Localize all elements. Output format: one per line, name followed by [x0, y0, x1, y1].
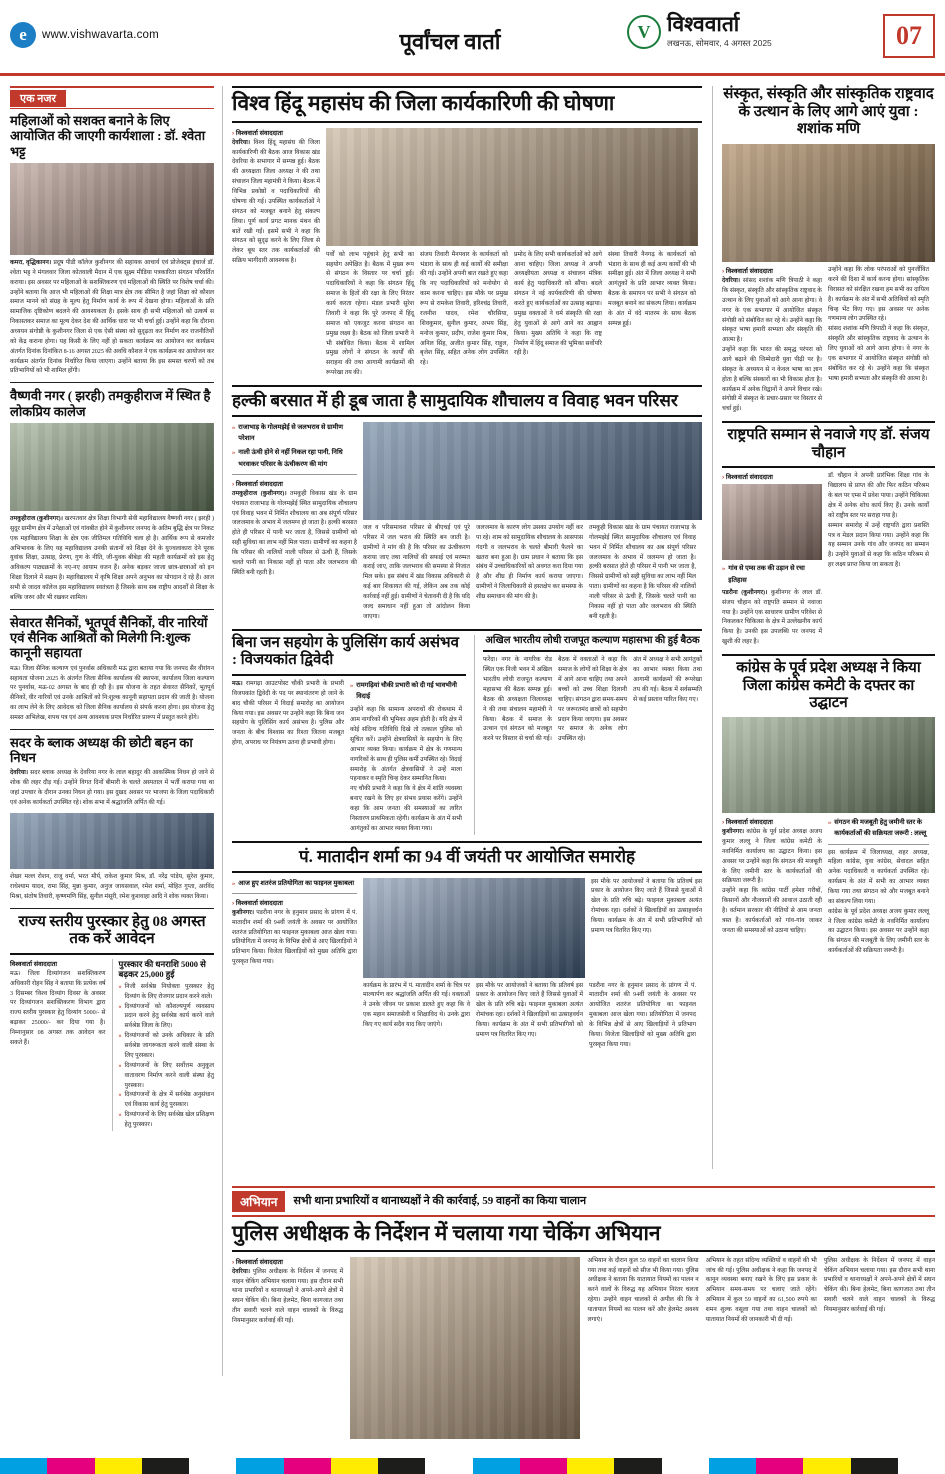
matadin-sharma-chess-event-photo — [363, 878, 585, 978]
masthead — [0, 0, 945, 76]
matadin-bullet: आज हुए शतरंज प्रतियोगिता का फाइनल मुकाबला — [238, 879, 355, 887]
left-story5-headline: राज्य स्तरीय पुरस्कार हेतु 08 अगस्त तक करें आवेदन — [18, 913, 206, 948]
list-bullet-icon: » — [118, 1092, 122, 1099]
abhiyan-text-col2: अभियान के दौरान कुल 59 वाहनों का चालान किया गया तथा कई वाहनों को सीज भी किया गया। पुलिस अधीक्षक ने बताया कि यातायात नियमों का पालन न करने वालों के विरुद्ध यह अभियान निरंतर चलता रहेगा। उन्होंने वाहन चालकों से अपील की कि वे यातायात नियमों का पालन करें और हेलमेट अवश्य लगाएं। — [587, 1257, 699, 1323]
abhiyan-section — [232, 1186, 935, 1439]
flood-text-col4: तमकुही विकास खंड के ग्राम पंचायत राजाभाड़ के गोलमझेई स्थित सामुदायिक शौचालय एवं विवाह भवन में निर्मित शौचालय का अब संपूर्ण परिसर जलजमाव के अभाव में जलमग्न हो जाता है। हल्की बरसात होते ही परिसर में पानी भर जाता है, जिससे ग्रामीणों को सही सुविधा का लाभ नहीं मिल पाता। ग्रामीणों का कहना है कि परिसर की नालियों नाली परिसर से ऊंची हैं, जिसके चलते पानी का निकास नहीं हो पाता और जलभराव की स्थिति बनी रहती है। — [589, 524, 696, 620]
abhiyan-headline: पुलिस अधीक्षक के निर्देशन में चलाया गया चेकिंग अभियान — [232, 1221, 661, 1245]
left-story2-headline: वैष्णवी नगर ( झरही) तमकुहीराज में स्थित है लोकप्रिय कालेज — [10, 388, 211, 419]
lead-text-col1: देवरिया। विश्व हिंदू महासंघ की जिला कार्यकारिणी की बैठक आज विकास खंड देवरिया के सभागार में सम्पन्न हुई। बैठक की अध्यक्षता जिला अध्यक्ष ने की तथा संचालन जिला महामंत्री ने किया। बैठक में विभिन्न प्रकोष्ठों व पदाधिकारियों की घोषणा की गई। उपस्थित कार्यकर्ताओं ने संगठन को मजबूत बनाने हेतु संकल्प लिया। पूर्ण कार्य प्रगट मानक मंथन की बातें रखी गईं। इसमें सभी ने कहा कि संगठन को सुदृढ़ करने के लिए जिला से लेकर बूथ स्तर तक कार्यकर्ताओं की सक्रिय भागीदारी आवश्यक है। — [232, 139, 320, 265]
website-url[interactable]: www.vishwavarta.com — [42, 29, 159, 41]
women-workshop-photo — [10, 163, 214, 255]
color-registration-bar — [0, 1458, 945, 1474]
sanskrit-byline: › विश्ववार्ता संवाददाता — [722, 268, 773, 276]
flood-headline: हल्की बरसात में ही डूब जाता है सामुदायिक शौचालय व विवाह भवन परिसर — [232, 390, 678, 410]
left-column — [10, 86, 214, 1131]
congress-text-col1: कुशीनगर। कांग्रेस के पूर्व प्रदेश अध्यक्ष अजय कुमार लल्लू ने जिला कांग्रेस कमेटी के नवनिर्मित कार्यालय का उद्घाटन किया। इस अवसर पर उन्होंने कहा कि संगठन की मजबूती के लिए जमीनी स्तर के कार्यकर्ताओं की सक्रियता जरूरी है। — [722, 829, 822, 885]
left-story2-text: तमकुहीराज (कुशीनगर)। खरपतवार क्षेत्र शिक्षा विभागी सेवी महाविद्यालय वैष्णवी नगर ( झरही ) सुदूर ग्रामीण क्षेत्र में उपेक्षाओं एवं गांवबीत होने में कुशीनगर जनपद के अतिम बुद्धि क्षेत्र पर निकट एक महाविद्यालय शिक्षा के क्षेत्र एक जीतिमल गतिविधि चला हो है। आर्थिक रूप से कमजोर अभिभावक के लिए यह महाविद्यालय उनकी संतानों को शिक्षा देने के युज्वलाकारा देने पूरक युवांक शिक्षा, उत्साह, प्रेरणा, गुण के नीति, जी-युवक बीबेड़ा की महती कार्यक्रमों को इस हेतु अविकल्प पाठ्यक्रमों के नए-नए आयाम वजन हैं। अनेक बड़कर जाजा छात्र-छात्राओं को इन शिक्षा दिलाने में सक्षम है। महाविद्यालय में कृषि शिक्षा अपने अनुभव का योगदान दे रहे हैं। आज सभी से जादव कॉलेज इस महाविद्यालय स्वतंत्रता है जिसके साथ सब राष्ट्रीय आदर्शों से शिक्षा के बल्कि जरुर और भी रखकर शामिल। — [10, 515, 214, 601]
bullet-icon: » — [828, 819, 832, 827]
flooded-community-toilet-photo — [363, 422, 702, 520]
byline-bullet-icon: › — [232, 480, 235, 488]
list-bullet-icon: » — [118, 1033, 122, 1040]
center-column — [232, 86, 702, 1051]
flood-byline: › विश्ववार्ता संवाददाता — [232, 480, 283, 488]
abhiyan-text-col3: अभियान के तहत संदिग्ध व्यक्तियों व वाहनों की भी जांच की गई। पुलिस अधीक्षक ने कहा कि जनपद में कानून व्यवस्था बनाए रखने के लिए इस प्रकार के अभियान समय-समय पर चलाए जाते रहेंगे। अभियान में कुल 59 वाहनों का 61,500 रुपये का शमन शुल्क वसूला गया तथा वाहन चालकों को यातायात नियमों की जानकारी भी दी गई। — [705, 1257, 817, 1323]
bullet-icon: » — [350, 681, 354, 689]
abhiyan-text-col1: देवरिया। पुलिस अधीक्षक के निर्देशन में जनपद में वाहन चेकिंग अभियान चलाया गया। इस दौरान सभी थाना प्रभारियों व थानाध्यक्षों ने अपने-अपने क्षेत्रों में सघन चेकिंग की। बिना हेलमेट, बिना कागजात तथा तीन सवारी चलने वाले वाहन चालकों के विरुद्ध नियमानुसार कार्रवाई की गई। — [232, 1268, 344, 1325]
left-story4-names: शेखर मल्ल रोशन, राजू वर्मा, भरत मौर्य, राकेश कुमार मिश्र, डॉ. नरेंद्र पांडेय, सुरेश कुमार, राधेश्याम यादव, रामा सिंह, मुन्ना कुमार, अनुज जायसवाल, रमेश शर्मा, मोहित गुप्ता, अरविंद मिश्रा, संतोष तिवारी, कृष्णमणि सिंह, सुनील मंसूरी, रमेश कुशवाहा आदि ने शोक व्यक्त किया। — [10, 873, 214, 900]
policing-text-col3: नए चौकी प्रभारी ने कहा कि वे क्षेत्र में शांति व्यवस्था बनाए रखने के लिए हर संभव प्रयास करेंगे। उन्होंने कहा कि आम जनता की समस्याओं का त्वरित निस्तारण प्राथमिकता रहेगी। कार्यक्रम के अंत में सभी आगंतुकों का आभार व्यक्त किया गया। — [350, 786, 462, 832]
flood-text-col3: जलजमाव के कारण लोग उसका उपयोग नहीं कर पा रहे। शाम को सामुदायिक शौचालय के आसपास गंदगी व जलभराव के चलते बीमारी फैलने का खतरा बना हुआ है। ग्राम प्रधान ने बताया कि इस संबंध में उच्चाधिकारियों को अवगत करा दिया गया है और शीघ्र ही निर्माण कार्य कराया जाएगा। ग्रामीणों ने जिलाधिकारी से हस्तक्षेप कर समस्या के शीघ्र समाधान की मांग की है। — [476, 524, 583, 600]
bullet-icon: » — [232, 449, 236, 457]
lodhi-text-col1: फरेंदा। नगर के नागरिक रोड स्थित एक निजी भवन में अखिल भारतीय लोधी राजपूत कल्याण महासभा की बैठक सम्पन्न हुई। बैठक की अध्यक्षता जिलाध्यक्ष ने की तथा संचालन महामंत्री ने किया। बैठक में समाज के उत्थान एवं संगठन को मजबूत करने पर विस्तार से चर्चा की गई। — [483, 657, 552, 743]
sanskrit-headline: संस्कृत, संस्कृति और सांस्कृतिक राष्ट्रवाद के उत्थान के लिए आगे आएं युवा : शशांक मणि — [723, 86, 934, 138]
left-story1-text: कमरा, वृद्धिकानन। प्रदूष पीडी कॉलेज कुशीनगर की सहायक आचार्य एवं प्रोजेक्ट्स इंचार्ज डॉ. श्वेता भट्ट ने मंगलवार जिला कोतवाली मैदान में एक सूक्ष्म मीडिया पत्रकारिता संगठन परिवर्तित कराया। इस अवसर पर महिलाओं के सशक्तिकरण एवं महिलाओं की स्थिति पर विशेष चर्चा की। उन्होंने बताया कि आज भी महिलाओं की शिक्षा मात्र क्षेत्र तक सीमित है जहां शिक्षा को कौशल समाज मानने को संग्रह के मूल्य हेतु निर्माण कार्य के रूप में देखना होगा। महिलाओं के प्रति सामाजिक दृष्टिकोण बदलने की आवश्यकता है। इसके साथ ही सभी महिलाओं को उत्कर्ष स निकास्तकर समाज का मूल्य देकर देश की आर्थिक धारा पर भी चर्चा हुई। उन्होंने कहा कि दौराना अध्ययन संगोष्ठी के कुशीनगर जिला से एक ऐसी संस्था को सुदृढ़ता कर निर्माण कर राजनीतियों को केंद्र कराना होगा। यह किसी के लिए नहीं हो सकता कार्यक्रम का आयोजन कर कार्यक्रम अंतर्गत दिनांक दिनांकित 8-16 अगस्त 2025 की अवधि कौशल ने एक कार्यक्रम का आयोजन कर कार्यक्रम अंतर्गत दिनांक निर्धारित किया जाएगा। उन्होंने बताया कि इस समस्त चरणों को तब प्रतिभागियों को भी शामिल होंगी। — [10, 259, 214, 375]
left-story3-text: मऊ। जिला सैनिक कल्याण एवं पुनर्वास अधिकारी मऊ द्वारा बताया गया कि जनपद सैर वीरांगन सहायता योजना 2025 के अंतर्गत जिला सैनिक कार्यालय की स्थापना, कार्यालय जिला कल्याण पर पुनर्वास, मऊ-02 अगस्त के बाद ही रही है। इस योजना के तहत सेवारत सैनिकों, भूतपूर्व सैनिकों, वीर नारियों एवं उनके आश्रितों को नि:शुल्क कानूनी सहायता प्रदान की जाती है। योजना का लाभ लेने के लिए आवेदक को जिला सैनिक कार्यालय से संपर्क करना होगा। इस योजना हेतु समस्त अभिलेख, शपथ पत्र एवं अन्य आवश्यक प्रपत्र निर्धारित प्रारूप में प्रस्तुत करने होंगे। — [10, 665, 214, 721]
sanskrit-text-col1: देवरिया। सांसद शशांक मणि त्रिपाठी ने कहा कि संस्कृत, संस्कृति और सांस्कृतिक राष्ट्रवाद के उत्थान के लिए युवाओं को आगे आना होगा। वे नगर के एक सभागार में आयोजित संस्कृत संगोष्ठी को संबोधित कर रहे थे। उन्होंने कहा कि संस्कृत भाषा हमारी सभ्यता और संस्कृति की आत्मा है। — [722, 278, 822, 344]
list-bullet-icon: » — [118, 1003, 122, 1010]
congress-byline: › विश्ववार्ता संवाददाता — [722, 819, 773, 827]
lead-headline: विश्व हिंदू महासंघ की जिला कार्यकारिणी की घोषणा — [232, 91, 615, 115]
byline-bullet-icon: › — [722, 474, 725, 482]
list-bullet-icon: » — [118, 1062, 122, 1069]
abhiyan-label: अभियान — [232, 1191, 285, 1212]
college-cylinders-photo — [10, 423, 214, 511]
publication-logo — [627, 14, 772, 49]
lead-text-col5: संस्था तिवारी नैनगढ़ के कार्यकर्ता को भंडारा के साथ ही कई अन्य कार्यों की भी समीक्षा हुई। अंत में जिला अध्यक्ष ने सभी आगंतुकों के प्रति आभार व्यक्त किया। बैठक के समापन पर सभी ने संगठन को मजबूत बनाने का संकल्प लिया। कार्यक्रम के अंत में वंदे मातरम के साथ बैठक सम्पन्न हुई। — [608, 251, 696, 327]
dr-sanjay-chauhan-award-photo — [722, 484, 822, 560]
congress-headline: कांग्रेस के पूर्व प्रदेश अध्यक्ष ने किया जिला कांग्रेस कमेटी के दफ्तर का उद्घाटन — [736, 660, 921, 712]
award-amount-title: पुरस्कार की धनराशि 5000 से बढ़कर 25,000 हुई — [118, 958, 206, 979]
congress-bullet: संगठन की मजबूती हेतु जमीनी स्तर के कार्यकर्ताओं की सक्रियता जरूरी : लल्लू — [834, 819, 927, 838]
president-text-col3: सम्मान समारोह में उन्हें राष्ट्रपति द्वारा प्रशस्ति पत्र व मेडल प्रदान किया गया। उन्होंने कहा कि यह सम्मान उनके गांव और जनपद का सम्मान है। उन्होंने युवाओं से कहा कि कठिन परिश्रम से हर लक्ष्य प्राप्त किया जा सकता है। — [828, 522, 929, 569]
left-story5-text: मऊ। जिला दिव्यांगजन सशक्तिकरण अधिकारी रोहन सिंह ने बताया कि प्रत्येक वर्ष 3 दिसम्बर 'विश्व दिव्यांग दिवस' के अवसर पर दिव्यांगजन सशक्तिकरण विभाग द्वारा राज्य स्तरीय पुरस्कार हेतु दिव्यांग 5000/- से बढ़ाकर 25000/- कर दिया गया है। निम्नानुसार 08 अगस्त तक आवेदन कर सकते हैं। — [10, 970, 106, 1046]
left-story1-headline: महिलाओं को सशक्त बनाने के लिए आयोजित की जाएगी कार्यशाला : डॉ. श्वेता भट्ट — [10, 113, 206, 159]
flood-bullet-2: नाली ऊंची होने से नहीं निकल रहा पानी, निधि भरवाकर परिसर के ऊंचीकरण की मांग — [238, 449, 343, 468]
lodhi-text-col2: बैठक में वक्ताओं ने कहा कि समाज के लोगों को शिक्षा के क्षेत्र में आगे आना चाहिए तथा अपने बच्चों को उच्च शिक्षा दिलानी चाहिए। संगठन द्वारा समय-समय पर जरूरतमंद छात्रों को सहयोग प्रदान किया जाएगा। इस अवसर पर समाज के अनेक लोग उपस्थित रहे। — [558, 657, 627, 743]
matadin-byline: › विश्ववार्ता संवाददाता — [232, 899, 283, 907]
left-story1-dateline: कमरा, वृद्धिकानन। — [10, 259, 52, 266]
sanskrit-text-col3: उन्होंने कहा कि लोक परंपराओं को पुनर्जीवित करने की दिशा में कार्य करना होगा। सांस्कृतिक विरासत को संरक्षित रखना हम सभी का दायित्व है। कार्यक्रम के अंत में सभी अतिथियों को स्मृति चिन्ह भेंट किए गए। इस अवसर पर अनेक गणमान्य लोग उपस्थित रहे। — [828, 267, 929, 323]
column-divider — [222, 86, 223, 1376]
right-column — [722, 86, 935, 957]
flood-text-col1: तमकुहीराज (कुशीनगर)। तमकुही विकास खंड के ग्राम पंचायत राजाभाड़ के गोलमझेई स्थित सामुदायिक शौचालय एवं विवाह भवन में निर्मित शौचालय का अब संपूर्ण परिसर जलजमाव के अभाव में जलमग्न हो जाता है। हल्की बरसात होते ही परिसर में पानी भर जाता है, जिससे ग्रामीणों को सही सुविधा का लाभ नहीं मिल पाता। ग्रामीणों का कहना है कि परिसर की नालियों नाली परिसर से ऊंची हैं, जिसके चलते पानी का निकास नहीं हो पाता और जलभराव की स्थिति बनी रहती है। — [232, 490, 357, 576]
logo-edition-date: लखनऊ, सोमवार, 4 अगस्त 2025 — [667, 38, 772, 48]
police-checking-campaign-photo — [350, 1257, 580, 1439]
lead-text-col4: प्रमोद के लिए सभी कार्यकर्ताओं को आगे आना चाहिए। जिला अध्यक्ष ने अपनी अध्यक्षीयता अध्यक्ष व संचालन मंत्रिक कार्य हेतु पदाधिकारी को सौंपा। बदले संगठन ने नई कार्यकारिणी की घोषणा करते हुए कार्यकर्ताओं का उत्साह बढ़ाया। प्रमुख वक्ताओं ने धर्म संस्कृति की रक्षा हेतु युवाओं से आगे आने का आह्वान किया। मुख्य अतिथि ने कहा कि राष्ट्र निर्माण में हिंदू समाज की भूमिका सर्वोपरि रही है। — [514, 251, 602, 357]
logo-text: विश्ववार्ता — [667, 12, 740, 36]
ek-nazar-label: एक नजर — [10, 90, 66, 107]
congress-text-col3: इस कार्यक्रम में जिलाध्यक्ष, शहर अध्यक्ष, महिला कांग्रेस, युवा कांग्रेस, सेवादल सहित अनेक पदाधिकारी व कार्यकर्ता उपस्थित रहे। कार्यक्रम के अंत में सभी का आभार व्यक्त किया गया तथा संगठन को और मजबूत बनाने का संकल्प लिया गया। — [828, 849, 929, 905]
congress-office-inauguration-photo — [722, 717, 935, 813]
left-story4-dateline: देवरिया। — [10, 770, 29, 777]
sanskrit-seminar-photo — [722, 144, 935, 262]
byline-bullet-icon: › — [232, 899, 235, 907]
matadin-text-col3: इस मौके पर आयोजकों ने बताया कि प्रतिवर्ष इस प्रकार के आयोजन किए जाते हैं जिससे युवाओं में खेल के प्रति रुचि बढ़े। फाइनल मुकाबला अत्यंत रोमांचक रहा। दर्शकों ने खिलाड़ियों का उत्साहवर्धन किया। कार्यक्रम के अंत में सभी प्रतिभागियों को प्रमाण पत्र वितरित किए गए। — [591, 878, 702, 934]
flood-text-col2: जल व परिसमावश परिसर से बीएचई एवं पूरे परिसर में जल भराव की स्थिति बन जाती है। ग्रामीणों ने मांग की है कि परिसर का ऊंचीकरण कराया जाए तथा नालियों की सफाई एवं मरम्मत कराई जाए, ताकि जलभराव की समस्या से निजात मिल सके। इस संबंध में खंड विकास अधिकारी से कई बार शिकायत की गई, लेकिन अब तक कोई कार्रवाई नहीं हुई। ग्रामीणों ने चेतावनी दी है कि यदि जल्द समाधान नहीं हुआ तो आंदोलन किया जाएगा। — [363, 524, 470, 620]
lodhi-text-col3: अंत में अध्यक्ष ने सभी आगंतुकों का आभार व्यक्त किया तथा आगामी कार्यक्रमों की रूपरेखा तय की गई। बैठक में सर्वसम्मति से कई प्रस्ताव पारित किए गए। — [633, 657, 702, 703]
page-title: पूर्वांचल वार्ता — [399, 29, 501, 54]
byline-bullet-icon: › — [722, 819, 725, 827]
policing-bullet: रामगढ़ियां चौकी प्रभारी को दी गई भावभीनी विदाई — [356, 681, 458, 701]
column-divider — [712, 86, 713, 1169]
byline-bullet-icon: › — [722, 268, 725, 276]
abhiyan-byline: › विश्ववार्ता संवाददाता — [232, 1258, 283, 1266]
matadin-text-col2: कार्यक्रम के प्रारंभ में पं. मातादीन शर्मा के चित्र पर माल्यार्पण कर श्रद्धांजलि अर्पित की गई। वक्ताओं ने उनके जीवन पर प्रकाश डालते हुए कहा कि वे एक महान समाजसेवी व शिक्षाविद थे। उनके द्वारा किए गए कार्य सदैव याद किए जाएंगे। — [363, 982, 470, 1029]
president-award-headline: राष्ट्रपति सम्मान से नवाजे गए डॉ. संजय चौहान — [727, 427, 930, 461]
sanskrit-text-col4: सांसद शशांक मणि त्रिपाठी ने कहा कि संस्कृत, संस्कृति और सांस्कृतिक राष्ट्रवाद के उत्थान के लिए युवाओं को आगे आना होगा। वे नगर के एक सभागार में आयोजित संस्कृत संगोष्ठी को संबोधित कर रहे थे। उन्होंने कहा कि संस्कृत भाषा हमारी सभ्यता और संस्कृति की आत्मा है। — [828, 326, 929, 382]
policing-headline: बिना जन सहयोग के पुलिसिंग कार्य असंभव : विजयकांत द्विवेदी — [232, 634, 459, 669]
matadin-text-col1: कुशीनगर। पडरौना नगर के हनुमान प्रसाद के प्रांगण में पं. मातादीन शर्मा की 94वीं जयंती के अवसर पर आयोजित शतरंज प्रतियोगिता का फाइनल मुकाबला आज खेला गया। प्रतियोगिता में जनपद के विभिन्न क्षेत्रों से आए खिलाड़ियों ने प्रतिभाग किया। विजेता खिलाड़ियों को मुख्य अतिथि द्वारा पुरस्कृत किया गया। — [232, 909, 357, 966]
left-story4-text: देवरिया। सदर ब्लाक अध्यक्ष के देवरिया नगर के लाल बहादुर की आकस्मिक निधन हो जाने से शोक की लहर दौड़ गई। उन्होंने विगत दिनों बीमारी के चलते अस्पताल में भर्ती कराया गया था जहां उपचार के दौरान उनका निधन हो गया। इस दुखद अवसर पर भाजपा के जिला पदाधिकारी एवं अनेक कार्यकर्ता उपस्थित रहे। शोक सभा में श्रद्धांजलि अर्पित की गई। — [10, 770, 214, 807]
website-link[interactable] — [10, 22, 159, 48]
sanskrit-text-col2: उन्होंने कहा कि भारत की समृद्ध परंपरा को आगे बढ़ाने की जिम्मेदारी युवा पीढ़ी पर है। संस्कृत के अध्ययन से न केवल भाषा का ज्ञान होता है बल्कि संस्कारों का भी विकास होता है। कार्यक्रम में अनेक विद्वानों ने अपने विचार रखे। संगोष्ठी में संस्कृत के प्रचार-प्रसार पर विस्तार से चर्चा हुई। — [722, 347, 822, 413]
president-byline: › विश्ववार्ता संवाददाता — [722, 474, 773, 482]
list-bullet-icon: » — [118, 983, 122, 990]
left-story2-dateline: तमकुहीराज (कुशीनगर)। — [10, 515, 63, 522]
president-bullet: गांव से एम्स तक की उड़ान से रचा इतिहास — [728, 565, 805, 584]
globe-icon: e — [10, 22, 36, 48]
flood-bullet-1: राजाभाड़ के गोलमझेई से जलभराव से ग्रामीण परेशान — [238, 423, 344, 443]
abhiyan-text-col4: पुलिस अधीक्षक के निर्देशन में जनपद में वाहन चेकिंग अभियान चलाया गया। इस दौरान सभी थाना प्रभारियों व थानाध्यक्षों ने अपने-अपने क्षेत्रों में सघन चेकिंग की। बिना हेलमेट, बिना कागजात तथा तीन सवारी चलने वाले वाहन चालकों के विरुद्ध नियमानुसार कार्रवाई की गई। — [823, 1257, 935, 1314]
vishwa-hindu-mahasangh-group-photo — [326, 128, 698, 246]
list-bullet-icon: » — [118, 1112, 122, 1119]
matadin-headline: पं. मातादीन शर्मा का 94 वीं जयंती पर आयोजित समारोह — [298, 846, 636, 866]
congress-text-col4: कांग्रेस के पूर्व प्रदेश अध्यक्ष अजय कुमार लल्लू ने जिला कांग्रेस कमेटी के नवनिर्मित कार्यालय का उद्घाटन किया। इस अवसर पर उन्होंने कहा कि संगठन की मजबूती के लिए जमीनी स्तर के कार्यकर्ताओं की सक्रियता जरूरी है। — [828, 908, 929, 955]
byline-bullet-icon: › — [232, 129, 235, 137]
byline-bullet-icon: › — [232, 1258, 235, 1266]
bullet-icon: » — [722, 565, 726, 573]
matadin-text-col4: इस मौके पर आयोजकों ने बताया कि प्रतिवर्ष इस प्रकार के आयोजन किए जाते हैं जिससे युवाओं में खेल के प्रति रुचि बढ़े। फाइनल मुकाबला अत्यंत रोमांचक रहा। दर्शकों ने खिलाड़ियों का उत्साहवर्धन किया। कार्यक्रम के अंत में सभी प्रतिभागियों को प्रमाण पत्र वितरित किए गए। — [476, 982, 583, 1038]
vishwavarta-emblem-icon: V — [627, 15, 661, 49]
award-list: » निजी सर्वश्रेष्ठ नियोक्ता पुरस्कार हेतु दिव्यांग के लिए रोजगार प्रदान करने वाले। » दिव्यांगजनों को कौशल्यपूर्ण व्यवसाय प्रदान करने हेतु सर्वश्रेष्ठ कार्य करने वाले सर्वश्रेष्ठ जिला के लिए। » दिव्यांगजनों को उनके अधिकार के प्रति सर्वश्रेष्ठ जागरूकता करने वाली संस्था के लिए पुरस्कार। » दिव्यांगजनों के लिए सर्वोत्तम अनुकूल वातावरण निर्माण करने वाली संस्था हेतु पुरस्कार। » दिव्यांगजनों के क्षेत्र में सर्वश्रेष्ठ अनुसंधान एवं विकास कार्य हेतु पुरस्कार। » दिव्यांगजनों के लिए सर्वश्रेष्ठ खेल प्रशिक्षण हेतु पुरस्कार। — [119, 983, 215, 1131]
lodhi-headline: अखिल भारतीय लोधी राजपूत कल्याण महासभा की हुई बैठक — [485, 634, 700, 646]
lead-byline: › विश्ववार्ता संवाददाता — [232, 129, 283, 137]
bullet-icon: » — [232, 879, 236, 887]
left-story4-headline: सदर के ब्लाक अध्यक्ष की छोटी बहन का निधन — [10, 734, 193, 766]
policing-text-col1: मऊ। रामगढ़ा आउटपोस्ट चौकी प्रभारी के प्रभारी विजयकांत द्विवेदी के पद पर स्थानांतरण हो जाने के बाद चौकी परिसर में विदाई समारोह का आयोजन किया गया। इस अवसर पर उन्होंने कहा कि बिना जन सहयोग के पुलिसिंग कार्य असंभव है। पुलिस और जनता के बीच विश्वास का रिश्ता जितना मजबूत होगा, अपराध पर नियंत्रण उतना ही प्रभावी होगा। — [232, 680, 345, 747]
left-story5-byline: विश्ववार्ता संवाददाता — [10, 960, 58, 968]
bullet-icon: » — [232, 423, 236, 431]
policing-text-col2: उन्होंने कहा कि सामान्य अपराधों की रोकथाम में आम नागरिकों की भूमिका अहम होती है। यदि क्षेत्र में कोई संदिग्ध गतिविधि दिखे तो तत्काल पुलिस को सूचित करें। उन्होंने क्षेत्रवासियों के सहयोग के लिए आभार व्यक्त किया। कार्यक्रम में क्षेत्र के गणमान्य नागरिकों के साथ ही पुलिस कर्मी उपस्थित रहे। विदाई समारोह के अंतर्गत क्षेत्रवासियों ने उन्हें माला पहनाकर व स्मृति चिन्ह देकर सम्मानित किया। — [350, 707, 462, 783]
left-story3-headline: सेवारत सैनिकों, भूतपूर्व सैनिकों, वीर नारियों एवं सैनिक आश्रितों को मिलेगी नि:शुल्क कानूनी सहायता — [10, 614, 208, 661]
president-text-col2: डॉ. चौहान ने अपनी प्रारंभिक शिक्षा गांव के विद्यालय से प्राप्त की और फिर कठिन परिश्रम के बल पर एम्स में प्रवेश पाया। उन्होंने चिकित्सा क्षेत्र में अनेक शोध कार्य किए हैं। उनके कार्यों को राष्ट्रीय स्तर पर सराहा गया है। — [828, 473, 929, 519]
abhiyan-strap: सभी थाना प्रभारियों व थानाध्यक्षों ने की कार्रवाई, 59 वाहनों का किया चालान — [293, 1195, 587, 1208]
lead-text-col2: पर्वों को लाभ पहुंचाने हेतु सभी का सहयोग अपेक्षित है। बैठक में मुख्य रूप से संगठन के विस्तार पर चर्चा हुई। पदाधिकारियों ने कहा कि संगठन हिंदू समाज के हितों की रक्षा के लिए निरंतर कार्य करता रहेगा। मंडल प्रभारी सुरेश तिवारी ने कहा कि पूरे जनपद में हिंदू समाज को एकजुट करना संगठन का प्रमुख लक्ष्य है। बैठक को जिला प्रभारी ने भी संबोधित किया। बैठक में शामिल प्रमुख लोगों ने संगठन के कार्यों की सराहना की तथा आगामी कार्यक्रमों की रूपरेखा तय की। — [326, 251, 414, 377]
condolence-meeting-photo — [10, 813, 214, 869]
president-text-col1: पडरौना (कुशीनगर)। कुशीनगर के लाल डॉ. संजय चौहान को राष्ट्रपति सम्मान से नवाजा गया है। उन्होंने एक साधारण ग्रामीण परिवेश से निकलकर चिकित्सा के क्षेत्र में उल्लेखनीय कार्य किया है। उनकी इस उपलब्धि पर जनपद में खुशी की लहर है। — [722, 589, 822, 646]
lead-text-col3: संजय तिवारी मैनपवार के कार्यकर्ता को भंडारा के साथ ही कई कार्यों की समीक्षा की गई। उन्होंने अपनी बात रखते हुए कहा कि नए पदाधिकारियों को मनोयोग से काम करना चाहिए। इस मौके पर प्रमुख रूप से रामकेश तिवारी, हरिश्चंद्र तिवारी, रजनीश यादव, रमेश चौरसिया, शिवकुमार, सुनील कुमार, अभय सिंह, मनोज कुमार, प्रदीप, राजेश कुमार मिश्र, अनिल सिंह, अजीत कुमार सिंह, राहुल, बृजेश सिंह, सहित अनेक लोग उपस्थित रहे। — [420, 251, 508, 367]
page-number: 07 — [883, 14, 935, 58]
congress-text-col2: उन्होंने कहा कि कांग्रेस पार्टी हमेशा गरीबों, किसानों और नौजवानों की आवाज उठाती रही है। वर्तमान सरकार की नीतियों से आम जनता त्रस्त है। कार्यकर्ताओं को गांव-गांव जाकर जनता की समस्याओं को उठाना चाहिए। — [722, 888, 822, 934]
matadin-text-col5: पडरौना नगर के हनुमान प्रसाद के प्रांगण में पं. मातादीन शर्मा की 94वीं जयंती के अवसर पर आयोजित शतरंज प्रतियोगिता का फाइनल मुकाबला आज खेला गया। प्रतियोगिता में जनपद के विभिन्न क्षेत्रों से आए खिलाड़ियों ने प्रतिभाग किया। विजेता खिलाड़ियों को मुख्य अतिथि द्वारा पुरस्कृत किया गया। — [589, 982, 696, 1048]
